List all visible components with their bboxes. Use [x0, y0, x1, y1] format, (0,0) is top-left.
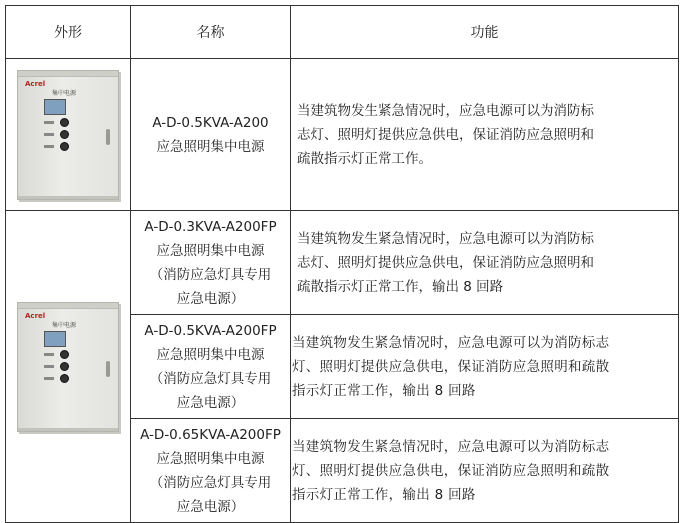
display-screen [44, 99, 66, 115]
model-cell [131, 59, 291, 211]
model-cell [131, 211, 291, 315]
function-line: 当建筑物发生紧急情况时，应急电源可以为消防标 [297, 230, 594, 247]
model-name: 应急照明集中电源 [156, 450, 265, 467]
function-cell [291, 419, 679, 523]
model-cell [131, 419, 291, 523]
header-name: 名称 [131, 6, 291, 59]
appearance-cell [6, 59, 131, 211]
function-line: 疏散指示灯正常工作。 [297, 150, 432, 167]
function-cell [291, 211, 679, 315]
header-appearance: 外形 [6, 6, 131, 59]
function-line: 灯、照明灯提供应急供电，保证消防应急照明和疏散 [292, 462, 610, 479]
function-line: 指示灯正常工作，输出 8 回路 [292, 486, 476, 503]
table-row [6, 211, 679, 315]
function-line: 当建筑物发生紧急情况时，应急电源可以为消防标 [297, 102, 594, 119]
model-note: （消防应急灯具专用 [149, 370, 272, 387]
function-line: 志灯、照明灯提供应急供电，保证消防应急照明和 [297, 254, 594, 271]
model-note: （消防应急灯具专用 [149, 474, 272, 491]
model-cell [131, 315, 291, 419]
cabinet-plate: 集中电源 [52, 89, 77, 97]
power-cabinet-image [17, 302, 119, 432]
power-cabinet-image [17, 70, 119, 200]
function-line: 志灯、照明灯提供应急供电，保证消防应急照明和 [297, 126, 594, 143]
model-note: 应急电源） [176, 498, 245, 515]
function-cell [291, 315, 679, 419]
brand-logo: Acrel [25, 311, 46, 320]
model-name: 应急照明集中电源 [156, 346, 265, 363]
model-code: A-D-0.5KVA-A200 [152, 114, 269, 131]
header-row [6, 6, 679, 59]
function-line: 当建筑物发生紧急情况时，应急电源可以为消防标志 [292, 438, 610, 455]
model-name: 应急照明集中电源 [156, 242, 265, 259]
table-row [6, 59, 679, 211]
model-code: A-D-0.5KVA-A200FP [144, 322, 277, 339]
appearance-cell [6, 211, 131, 523]
function-line: 疏散指示灯正常工作，输出 8 回路 [297, 278, 504, 295]
function-cell [291, 59, 679, 211]
model-name: 应急照明集中电源 [156, 138, 265, 155]
cabinet-plate: 集中电源 [52, 321, 77, 329]
product-table [5, 5, 679, 523]
model-code: A-D-0.3KVA-A200FP [144, 218, 277, 235]
model-code: A-D-0.65KVA-A200FP [140, 426, 281, 443]
header-function: 功能 [291, 6, 679, 59]
model-note: 应急电源） [176, 290, 245, 307]
function-line: 当建筑物发生紧急情况时，应急电源可以为消防标志 [292, 334, 610, 351]
door-handle [106, 361, 110, 377]
function-line: 灯、照明灯提供应急供电，保证消防应急照明和疏散 [292, 358, 610, 375]
brand-logo: Acrel [25, 79, 46, 88]
model-note: 应急电源） [176, 394, 245, 411]
model-note: （消防应急灯具专用 [149, 266, 272, 283]
display-screen [44, 331, 66, 347]
door-handle [106, 129, 110, 145]
function-line: 指示灯正常工作，输出 8 回路 [292, 382, 476, 399]
